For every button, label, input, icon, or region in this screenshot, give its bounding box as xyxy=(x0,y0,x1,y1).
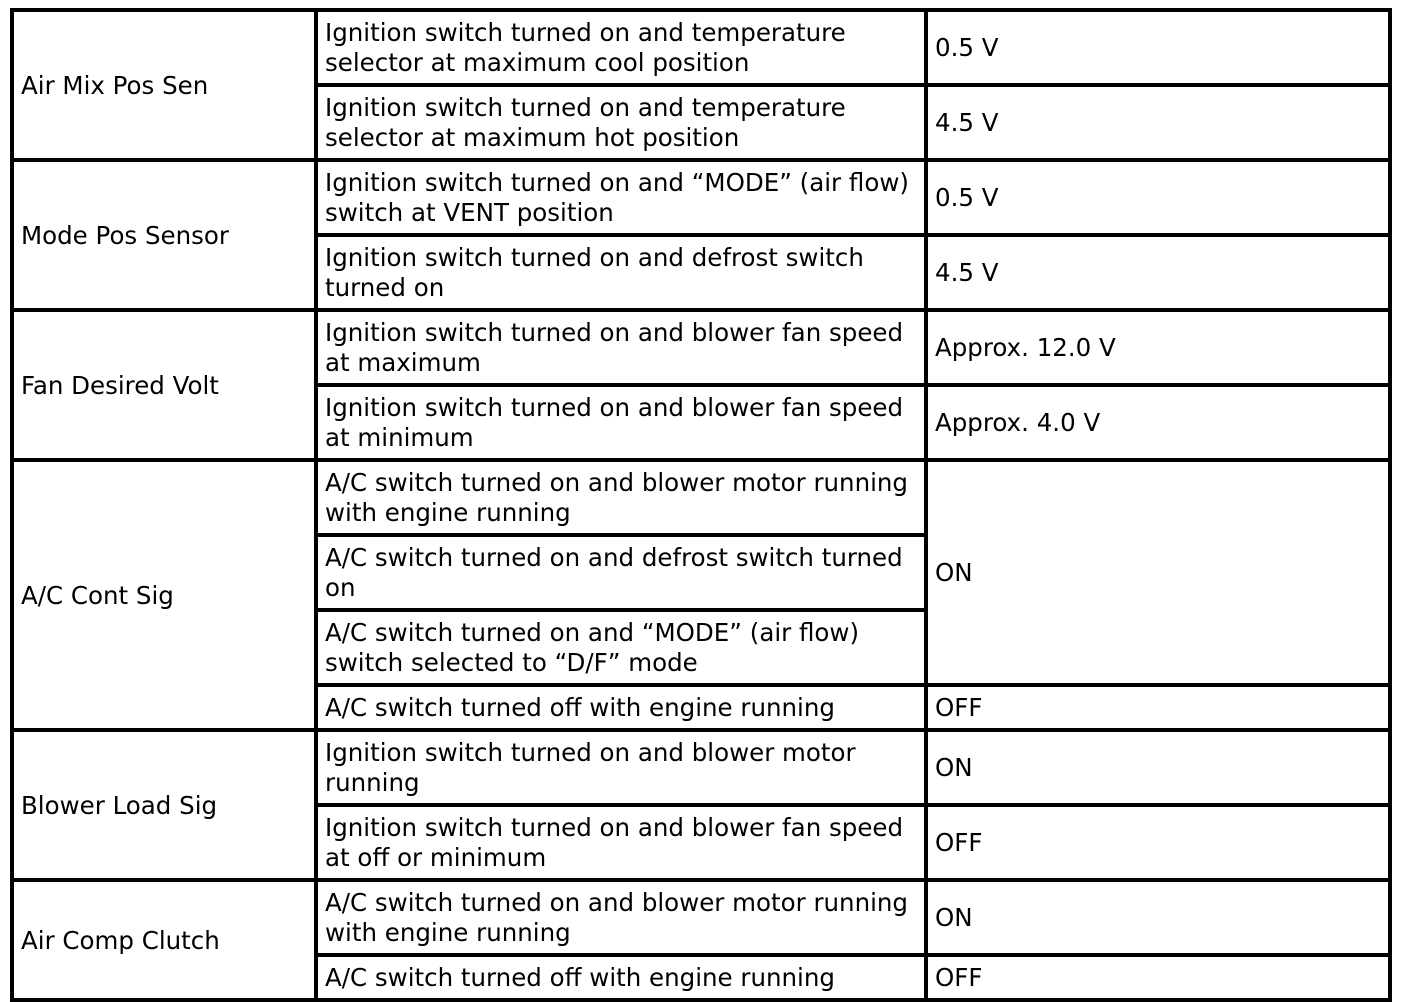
value-cell: ON xyxy=(926,460,1390,685)
condition-cell: A/C switch turned on and blower motor running with engine running xyxy=(316,880,926,955)
value-cell: OFF xyxy=(926,805,1390,880)
condition-cell: Ignition switch turned on and defrost switch turned on xyxy=(316,235,926,310)
condition-cell: Ignition switch turned on and blower fan speed at off or minimum xyxy=(316,805,926,880)
condition-cell: Ignition switch turned on and temperature selector at maximum hot position xyxy=(316,85,926,160)
condition-cell: Ignition switch turned on and temperature selector at maximum cool position xyxy=(316,10,926,85)
item-cell: Mode Pos Sensor xyxy=(12,160,316,310)
table-row xyxy=(12,880,1390,955)
value-cell: 4.5 V xyxy=(926,85,1390,160)
table-row xyxy=(12,460,1390,535)
value-cell: Approx. 4.0 V xyxy=(926,385,1390,460)
condition-cell: A/C switch turned off with engine running xyxy=(316,955,926,1000)
value-cell: OFF xyxy=(926,955,1390,1000)
condition-cell: A/C switch turned on and blower motor running with engine running xyxy=(316,460,926,535)
value-cell: OFF xyxy=(926,685,1390,730)
table-row xyxy=(12,10,1390,85)
item-cell: Air Mix Pos Sen xyxy=(12,10,316,160)
table-row xyxy=(12,160,1390,235)
item-cell: A/C Cont Sig xyxy=(12,460,316,730)
value-cell: 0.5 V xyxy=(926,10,1390,85)
condition-cell: Ignition switch turned on and blower motor running xyxy=(316,730,926,805)
condition-cell: Ignition switch turned on and “MODE” (air flow) switch at VENT position xyxy=(316,160,926,235)
item-cell: Air Comp Clutch xyxy=(12,880,316,1000)
value-cell: ON xyxy=(926,880,1390,955)
condition-cell: A/C switch turned on and “MODE” (air flow) switch selected to “D/F” mode xyxy=(316,610,926,685)
value-cell: Approx. 12.0 V xyxy=(926,310,1390,385)
value-cell: ON xyxy=(926,730,1390,805)
condition-cell: A/C switch turned off with engine running xyxy=(316,685,926,730)
table-row xyxy=(12,730,1390,805)
item-cell: Blower Load Sig xyxy=(12,730,316,880)
condition-cell: A/C switch turned on and defrost switch turned on xyxy=(316,535,926,610)
condition-cell: Ignition switch turned on and blower fan speed at maximum xyxy=(316,310,926,385)
spec-table xyxy=(10,8,1392,1002)
value-cell: 4.5 V xyxy=(926,235,1390,310)
item-cell: Fan Desired Volt xyxy=(12,310,316,460)
table-row xyxy=(12,310,1390,385)
value-cell: 0.5 V xyxy=(926,160,1390,235)
condition-cell: Ignition switch turned on and blower fan speed at minimum xyxy=(316,385,926,460)
